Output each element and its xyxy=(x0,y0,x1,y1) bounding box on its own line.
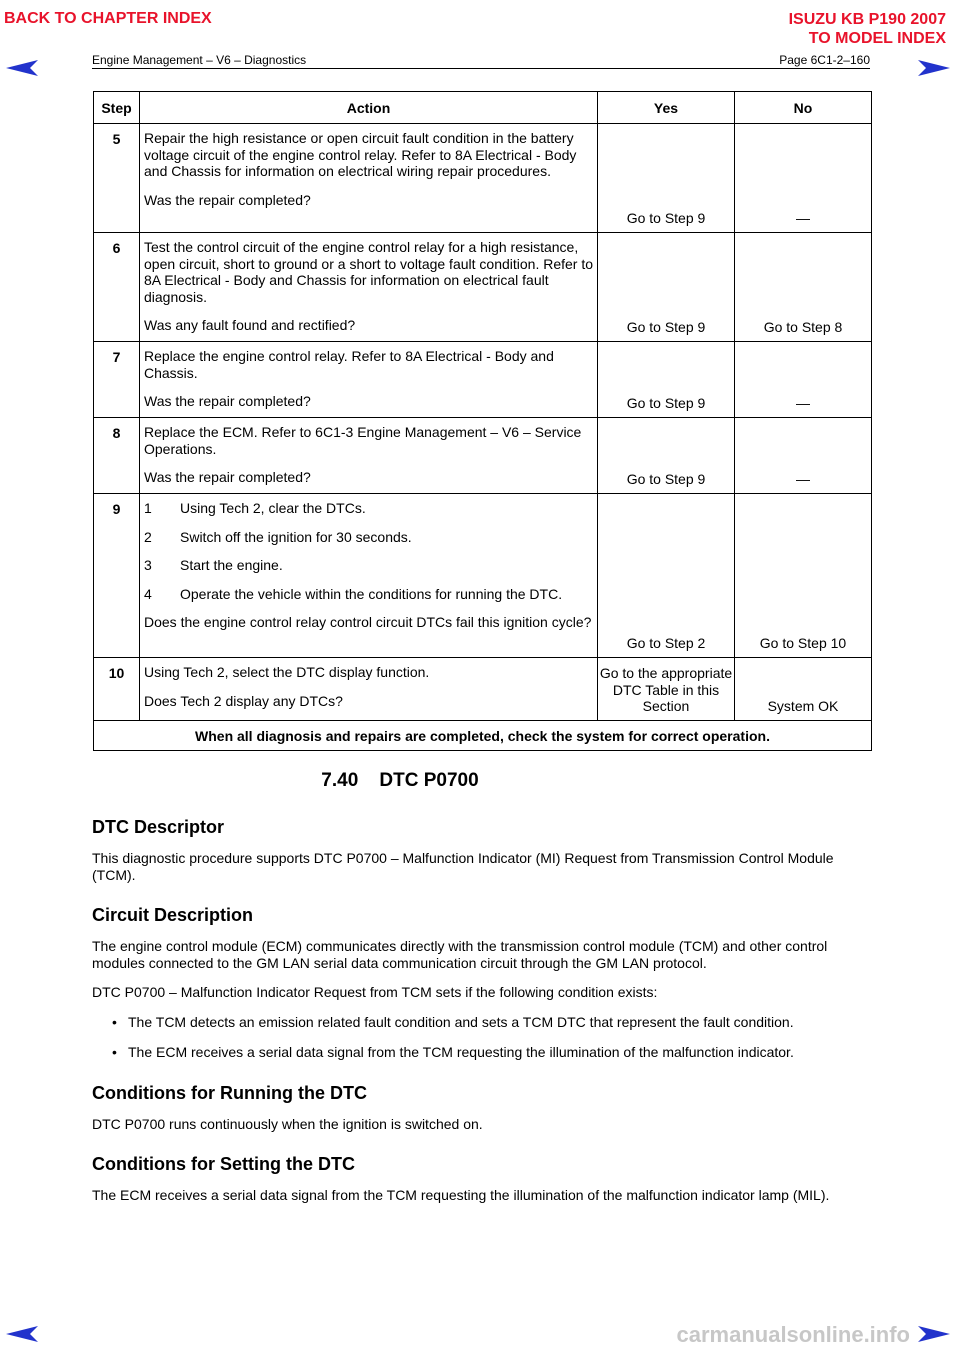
table-row xyxy=(94,233,872,342)
setting-text: The ECM receives a serial data signal from the TCM requesting the illumination of the malfunction indicator lamp (MIL). xyxy=(92,1187,830,1203)
step-action xyxy=(140,233,598,342)
section-number: 7.40 xyxy=(321,770,359,791)
action-question: Was the repair completed? xyxy=(144,191,311,208)
table-footer-row xyxy=(94,721,872,751)
descriptor-heading: DTC Descriptor xyxy=(92,817,225,837)
section-name: DTC P0700 xyxy=(379,770,479,791)
back-to-chapter-link[interactable]: BACK TO CHAPTER INDEX xyxy=(4,10,212,27)
step-action xyxy=(140,124,598,233)
model-index-link[interactable] xyxy=(789,10,946,48)
step-number: 9 xyxy=(94,494,140,658)
section-title xyxy=(0,770,800,792)
page-header-title: Engine Management – V6 – Diagnostics xyxy=(92,53,307,67)
col-header-yes: Yes xyxy=(598,92,735,124)
action-question: Was the repair completed? xyxy=(144,393,311,409)
model-name: ISUZU KB P190 2007 xyxy=(788,11,946,28)
no-result: — xyxy=(735,124,872,233)
yes-result: Go to Step 9 xyxy=(598,124,735,233)
step-number: 7 xyxy=(94,342,140,418)
step-action xyxy=(140,418,598,494)
step-action xyxy=(140,494,598,658)
yes-result: Go to Step 2 xyxy=(598,494,735,658)
watermark: carmanualsonline.info xyxy=(676,1322,910,1347)
running-text: DTC P0700 runs continuously when the ignition is switched on. xyxy=(92,1116,483,1132)
circuit-text-1: The engine control module (ECM) communicates directly with the transmission control module (TCM) and other control modules connected to the GM LAN serial data communication circuit through the GM LAN protocol. xyxy=(92,938,828,971)
circuit-text-2: DTC P0700 – Malfunction Indicator Request from TCM sets if the following condition exists: xyxy=(92,984,658,1000)
list-item: 4 Operate the vehicle within the conditions for running the DTC. xyxy=(144,585,563,602)
action-question: Was any fault found and rectified? xyxy=(144,317,356,333)
table-footer-note: When all diagnosis and repairs are completed, check the system for correct operation. xyxy=(94,721,872,751)
no-result: System OK xyxy=(735,658,872,721)
diagnostic-steps-table xyxy=(93,91,872,751)
circuit-heading: Circuit Description xyxy=(92,905,254,925)
descriptor-text: This diagnostic procedure supports DTC P0700 – Malfunction Indicator (MI) Request from Transmission Control Module (TCM). xyxy=(92,850,834,883)
step-action xyxy=(140,342,598,418)
list-item: 3 Start the engine. xyxy=(144,557,283,573)
action-text: Using Tech 2, select the DTC display function. xyxy=(144,664,430,680)
yes-result: Go to Step 9 xyxy=(598,418,735,494)
no-result: Go to Step 8 xyxy=(735,233,872,342)
action-question: Was the repair completed? xyxy=(144,469,311,485)
action-question: Does Tech 2 display any DTCs? xyxy=(144,692,343,709)
action-text: Test the control circuit of the engine control relay for a high resistance, open circuit, short to ground or a short to voltage fault condition. Refer to 8A Electrical - Body and Chassis for information on electrical fault diagnosis. xyxy=(144,239,594,305)
step-number: 5 xyxy=(94,124,140,233)
header-rule xyxy=(92,68,870,69)
col-header-no: No xyxy=(735,92,872,124)
no-result: — xyxy=(735,342,872,418)
col-header-step: Step xyxy=(94,92,140,124)
list-item: 1 Using Tech 2, clear the DTCs. xyxy=(144,500,366,516)
table-row xyxy=(94,342,872,418)
next-page-arrow-bottom-icon[interactable] xyxy=(916,1324,952,1344)
running-heading: Conditions for Running the DTC xyxy=(92,1083,367,1103)
table-row xyxy=(94,418,872,494)
yes-result: Go to the appropriate DTC Table in this Section xyxy=(598,658,735,721)
action-text: Replace the engine control relay. Refer to 8A Electrical - Body and Chassis. xyxy=(144,348,554,381)
prev-page-arrow-icon[interactable] xyxy=(4,58,40,78)
step-number: 6 xyxy=(94,233,140,342)
setting-heading: Conditions for Setting the DTC xyxy=(92,1154,355,1174)
to-model-index: TO MODEL INDEX xyxy=(808,30,946,47)
no-result: Go to Step 10 xyxy=(735,494,872,658)
bullet-icon: • xyxy=(112,1044,117,1060)
no-result: — xyxy=(735,418,872,494)
step-number: 10 xyxy=(94,658,140,721)
step-action xyxy=(140,658,598,721)
page-number: Page 6C1-2–160 xyxy=(779,53,870,67)
table-row xyxy=(94,494,872,658)
table-row xyxy=(94,124,872,233)
step-number: 8 xyxy=(94,418,140,494)
bullet-icon: • xyxy=(112,1014,117,1030)
action-question: Does the engine control relay control circuit DTCs fail this ignition cycle? xyxy=(144,614,592,630)
col-header-action: Action xyxy=(140,92,598,124)
next-page-arrow-icon[interactable] xyxy=(916,58,952,78)
yes-result: Go to Step 9 xyxy=(598,233,735,342)
action-text: Repair the high resistance or open circuit fault condition in the battery voltage circuit of the engine control relay. Refer to 8A Electrical - Body and Chassis for information on electrical wiring repair procedures. xyxy=(144,130,577,179)
table-header-row xyxy=(94,92,872,124)
action-text: Replace the ECM. Refer to 6C1-3 Engine Management – V6 – Service Operations. xyxy=(144,424,582,457)
yes-result: Go to Step 9 xyxy=(598,342,735,418)
prev-page-arrow-bottom-icon[interactable] xyxy=(4,1324,40,1344)
list-item: 2 Switch off the ignition for 30 seconds. xyxy=(144,528,412,545)
table-row xyxy=(94,658,872,721)
